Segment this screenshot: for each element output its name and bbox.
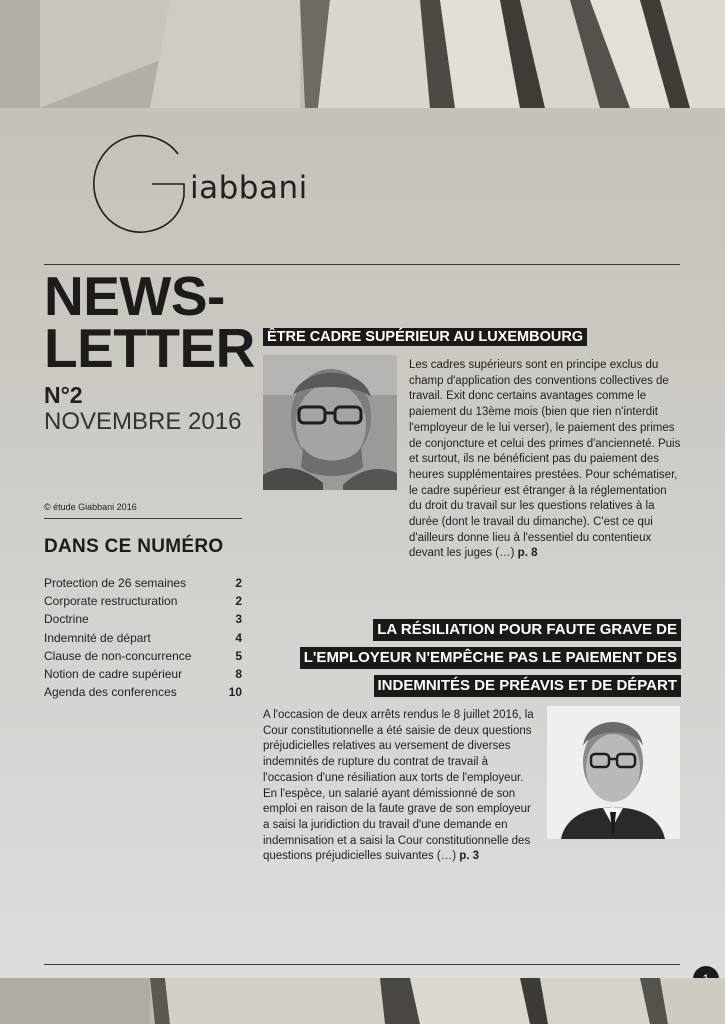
toc-item-label: Doctrine bbox=[44, 612, 89, 627]
giabbani-logo bbox=[86, 130, 306, 240]
toc-item-page: 2 bbox=[235, 594, 242, 609]
toc-item[interactable] bbox=[44, 665, 242, 683]
author-portrait-photo-2 bbox=[547, 706, 680, 839]
article1-text: Les cadres supérieurs sont en principe exclus du champ d'application des conventions collectives de travail. Exit donc certains avantages comme le paiement du 13ème mois (bien que rien n'interdit l'employeur de le lui verser), le paiement des primes de conjoncture et celui des primes d'ancienneté. Puis et surtout, ils ne bénéficient pas du paiement des heures supplémentaires prestées. Pour schématiser, le cadre supérieur est étranger à la réglementation du droit du travail sur les questions relatives à la durée (dont le travail du dimanche). C'est ce qui d'ailleurs donne lieu à l'essentiel du contentieux devant les juges (…) bbox=[409, 359, 681, 560]
newsletter-title bbox=[44, 265, 255, 379]
toc-heading: DANS CE NUMÉRO bbox=[44, 536, 224, 557]
article2-headline-line: LA RÉSILIATION POUR FAUTE GRAVE DE bbox=[373, 619, 681, 641]
toc-item-page: 2 bbox=[235, 576, 242, 590]
bottom-divider bbox=[44, 964, 680, 965]
logo-wordmark: iabbani bbox=[190, 170, 308, 206]
title-line-1: NEWS- bbox=[44, 265, 225, 327]
issue-number: N°2 bbox=[44, 382, 83, 408]
toc-item-label: Clause de non-concurrence bbox=[44, 648, 192, 663]
toc-item-page: 10 bbox=[228, 685, 242, 700]
logo-letter-g-mark bbox=[86, 130, 196, 240]
author-portrait-photo-1 bbox=[263, 355, 397, 490]
article1-headline-text: ÊTRE CADRE SUPÉRIEUR AU LUXEMBOURG bbox=[263, 328, 587, 346]
copyright-notice: © étude Giabbani 2016 bbox=[44, 502, 137, 512]
toc-item-label: Corporate restructuration bbox=[44, 594, 178, 609]
footer-banner-image bbox=[0, 978, 725, 1024]
toc-item[interactable] bbox=[44, 647, 242, 665]
article2-text: A l'occasion de deux arrêts rendus le 8 juillet 2016, la Cour constitutionnelle a été saisie de deux questions préjudicielles relatives au versement de diverses indemnités de rupture du contrat de travail à l'occasion d'une résiliation aux torts de l'employeur. En l'espèce, un salarié ayant démissionné de son emploi en raison de la faute grave de son employeur a saisi la juridiction du travail d'une demande en indemnisation et a saisi la Cour constitutionnelle des questions préjudicielles suivantes (…) bbox=[263, 709, 534, 863]
toc-item-page: 3 bbox=[235, 612, 242, 627]
article1-headline[interactable] bbox=[263, 328, 587, 346]
toc-item-label: Indemnité de départ bbox=[44, 630, 151, 645]
article1-body bbox=[409, 358, 681, 562]
article2-page-link[interactable]: p. 3 bbox=[459, 850, 480, 863]
header-banner-image bbox=[0, 0, 725, 108]
toc-item-label: Agenda des conferences bbox=[44, 685, 177, 700]
toc-item[interactable] bbox=[44, 683, 242, 701]
article2-headline[interactable] bbox=[281, 619, 681, 703]
toc-item-page: 8 bbox=[235, 667, 242, 682]
title-line-2: LETTER bbox=[44, 317, 255, 379]
toc-item[interactable] bbox=[44, 574, 242, 592]
article2-headline-line: L'EMPLOYEUR N'EMPÊCHE PAS LE PAIEMENT DES bbox=[300, 647, 681, 669]
table-of-contents bbox=[44, 574, 242, 701]
issue-date: NOVEMBRE 2016 bbox=[44, 408, 242, 435]
toc-divider bbox=[44, 518, 242, 519]
article1-page-link[interactable]: p. 8 bbox=[517, 547, 538, 560]
toc-item-page: 5 bbox=[235, 648, 242, 663]
article2-body bbox=[263, 708, 536, 865]
toc-item-page: 4 bbox=[235, 630, 242, 645]
toc-item-label: Protection de 26 semaines bbox=[44, 576, 187, 590]
toc-item[interactable] bbox=[44, 629, 242, 647]
article2-headline-line: INDEMNITÉS DE PRÉAVIS ET DE DÉPART bbox=[374, 675, 681, 697]
toc-item[interactable] bbox=[44, 610, 242, 628]
toc-item[interactable] bbox=[44, 592, 242, 610]
toc-item-label: Notion de cadre supérieur bbox=[44, 667, 183, 682]
